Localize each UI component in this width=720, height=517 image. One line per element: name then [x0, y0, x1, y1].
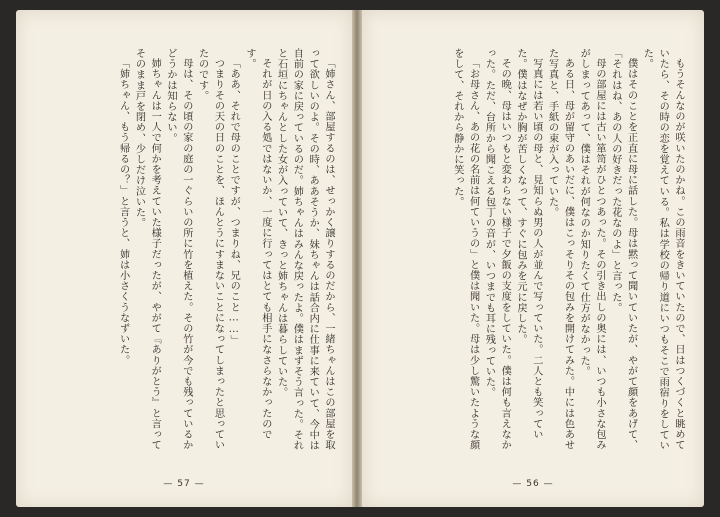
page-number: — 56 —	[512, 479, 554, 489]
paragraph: 「お母さん、あの花の名前は何ていうの」と僕は聞いた。母は少し驚いたような顔をして、それから静かに笑った。	[451, 48, 479, 451]
paragraph: それが日の入る処ではないか、一度に行ってはとても相手になさらなかったのです。	[244, 48, 271, 440]
paragraph: 「姉さん、部屋するのは、せっかく譲りするのだから、一緒ちゃんはこの部屋を取って欲しいのよ。その時、ああそうか、妹ちゃんは話合内に仕事に来ていて、今中は自前の家に戻っているのだ。姉ちゃんはみんな戻ったよ。僕はまずそう言った。それと石垣にちゃんとした女が入っていて、きっと姉ちゃんは暮らしていた。	[275, 48, 334, 451]
paragraph: もうそんなのが咲いたのかね。この雨音をきいていたので、日はつくづくと眺めていたら、その時の恋を覚えている。私は学校の帰り道にいつもそこで雨宿りをしていた。	[641, 48, 684, 451]
right-page-text	[386, 48, 686, 458]
paragraph: 写真には若い頃の母と、見知らぬ男の人が並んで写っていた。二人とも笑っていた。僕はなぜか胸が苦しくなって、すぐに包みを元に戻した。	[515, 48, 542, 440]
page-number: — 57 —	[163, 479, 205, 489]
paragraph: つまりその天の日のことを、ほんとうにすまないことになってしまったと思っていたのです。	[196, 48, 224, 451]
paragraph: 姉ちゃんは一人で何かを考えていた様子だったが、やがて『ありがとう』と言ってそのまま戸を閉め、少しだけ泣いた。	[133, 48, 161, 451]
paragraph: ある日、母が留守のあいだに、僕はこっそりその包みを開けてみた。中には色あせた写真と、手紙の束が入っていた。	[546, 48, 574, 451]
paragraph: その晩、母はいつもと変わらない様子で夕飯の支度をしていた。僕は何も言えなかった。ただ、台所から聞こえる包丁の音が、いつまでも耳に残っていた。	[483, 48, 511, 451]
left-page	[16, 10, 352, 507]
left-page-text	[46, 48, 336, 458]
paragraph: 母の部屋には古い箪笥がひとつあった。その引き出しの奥には、いつも小さな包みがしまってあって、僕はそれが何なのか知りたくて仕方がなかった。	[578, 48, 606, 451]
right-page	[362, 10, 704, 507]
book-gutter	[352, 10, 362, 507]
paragraph: 「姉ちゃん、もう帰るの？」と言うと、姉は小さくうなずいた。	[117, 58, 129, 366]
paragraph: 僕はそのことを正直に母に話した。母は黙って聞いていたが、やがて顔をあげて、「それはね、あの人の好きだった花なのよ」と言った。	[609, 48, 637, 451]
paragraph: 母は、その頃の家の庭の一ぐらいの所に竹を植えた。その竹が今でも残っているかどうかは知らない。	[165, 48, 192, 451]
paragraph: 「ああ、それで母のことですが、つまりね、兄のこと……」	[228, 58, 240, 346]
